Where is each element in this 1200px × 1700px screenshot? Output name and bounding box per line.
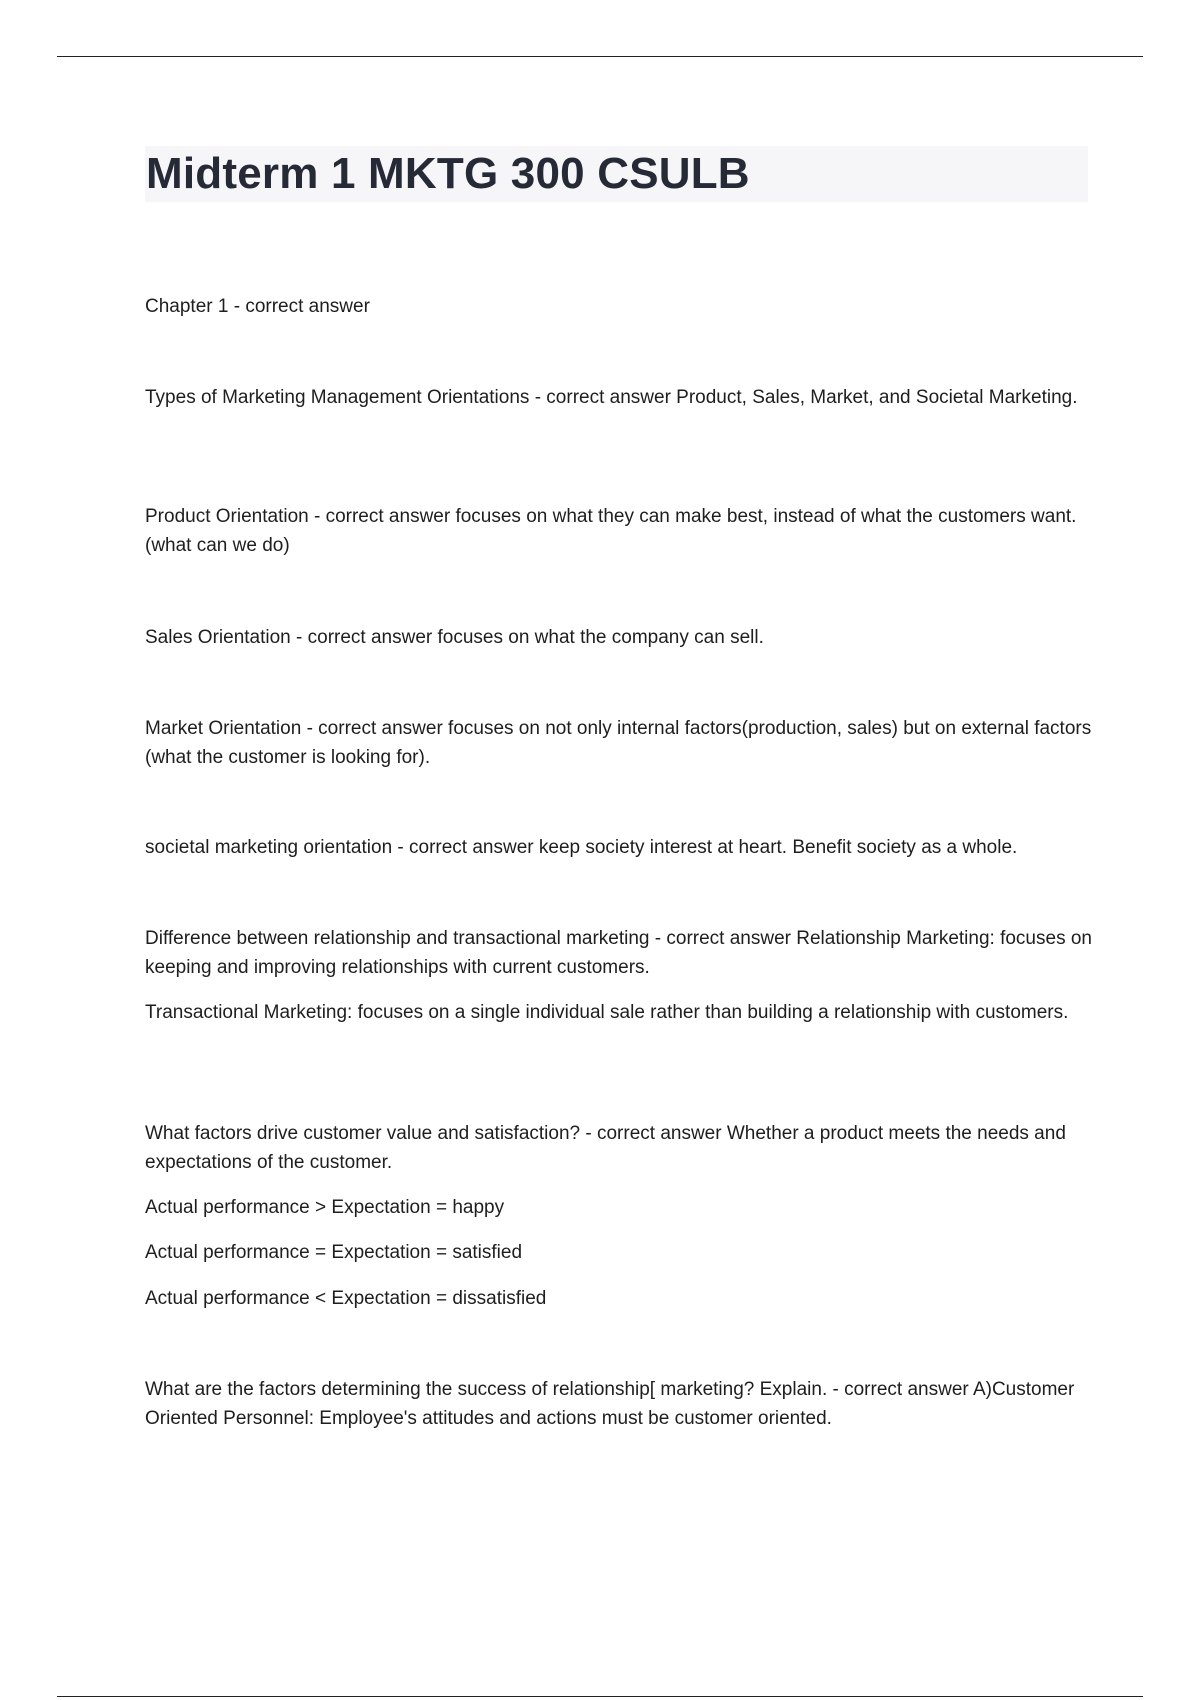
paragraph: Types of Marketing Management Orientations - correct answer Product, Sales, Market, and Societal Marketing.	[145, 387, 1078, 408]
top-rule	[57, 56, 1143, 57]
document-title: Midterm 1 MKTG 300 CSULB	[146, 149, 750, 198]
paragraph: Sales Orientation - correct answer focuses on what the company can sell.	[145, 627, 764, 648]
paragraph: Transactional Marketing: focuses on a single individual sale rather than building a relationship with customers.	[145, 1002, 1069, 1023]
paragraph: Actual performance < Expectation = dissatisfied	[145, 1288, 547, 1309]
paragraph: What factors drive customer value and satisfaction? - correct answer Whether a product meets the needs and expectations of the customer.	[145, 1123, 1066, 1173]
paragraph: societal marketing orientation - correct answer keep society interest at heart. Benefit society as a whole.	[145, 837, 1018, 858]
bottom-rule	[57, 1696, 1143, 1697]
paragraph: Difference between relationship and transactional marketing - correct answer Relationship Marketing: focuses on keeping and improving relationships with current customers.	[145, 928, 1092, 978]
paragraph: Product Orientation - correct answer focuses on what they can make best, instead of what the customers want. (what can we do)	[145, 506, 1077, 556]
paragraph: Actual performance > Expectation = happy	[145, 1197, 505, 1218]
paragraph: What are the factors determining the success of relationship[ marketing? Explain. - correct answer A)Customer Oriented Personnel: Employee's attitudes and actions must be customer oriented.	[145, 1379, 1075, 1429]
paragraph: Market Orientation - correct answer focuses on not only internal factors(production, sales) but on external factors (what the customer is looking for).	[145, 718, 1092, 768]
paragraph: Actual performance = Expectation = satisfied	[145, 1242, 523, 1263]
paragraph: Chapter 1 - correct answer	[145, 296, 370, 317]
